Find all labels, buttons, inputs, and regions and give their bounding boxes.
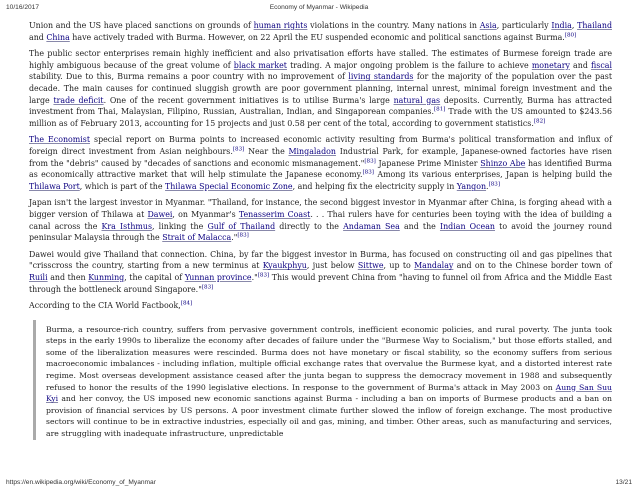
- reference-80[interactable]: [80]: [564, 32, 577, 39]
- link-gulf-of-thailand[interactable]: Gulf of Thailand: [207, 221, 276, 231]
- link-yangon[interactable]: Yangon: [456, 182, 487, 192]
- paragraph-cia-intro: According to the CIA World Factbook,[84]: [29, 300, 193, 310]
- page-number: 13/21: [615, 479, 632, 486]
- reference-83[interactable]: [83]: [257, 272, 270, 279]
- paragraph-sanctions: Union and the US have placed sanctions on grounds of human rights violations in the country. Many nations in Asia, particularly India, Thailand and China have actively traded with Burma. However, on 22 April the EU suspended economic and political sanctions against Burma.[80]: [29, 21, 612, 42]
- reference-83[interactable]: [83]: [364, 158, 376, 165]
- link-ruili[interactable]: Ruili: [29, 273, 48, 283]
- reference-84[interactable]: [84]: [180, 300, 193, 307]
- link-aung-san-suu-kyi[interactable]: Aung San Suu Kyi: [46, 382, 612, 404]
- paragraph-dawei: Dawei would give Thailand that connection. China, by far the biggest investor in Burma, has focused on constructing oil and gas pipelines that "crisscross the country, starting from a new terminus at Kyaukphyu, just below Sittwe, up to Mandalay and on to the Chinese border town of Ruili and then Kunming, the capital of Yunnan province."[83] This would prevent China from "having to funnel oil from Africa and the Middle East through the bottleneck around Singapore."[83]: [29, 249, 613, 294]
- link-china[interactable]: China: [46, 32, 70, 42]
- print-header: [6, 4, 632, 14]
- cia-factbook-quote: [33, 320, 612, 440]
- link-sittwe[interactable]: Sittwe: [357, 261, 384, 271]
- article-content: [29, 20, 612, 444]
- print-footer: [6, 479, 632, 489]
- link-fiscal[interactable]: fiscal: [591, 60, 612, 70]
- reference-83[interactable]: [83]: [201, 284, 214, 291]
- link-natural-gas[interactable]: natural gas: [393, 95, 441, 105]
- link-human-rights[interactable]: human rights: [253, 21, 308, 30]
- link-india[interactable]: India: [551, 21, 572, 30]
- paragraph-public-sector: The public sector enterprises remain highly inefficient and also privatisation efforts have stalled. The estimates of Burmese foreign trade are highly ambiguous because of the great volume of black market trading. A major ongoing problem is the failure to achieve monetary and fiscal stability. Due to this, Burma remains a poor country with no improvement of living standards for the majority of the population over the past decade. The main causes for continued sluggish growth are poor government planning, internal unrest, minimal foreign investment and the large trade deficit. One of the recent government initiatives is to utilise Burma's large natural gas deposits. Currently, Burma has attracted investment from Thai, Malaysian, Filipino, Russian, Australian, Indian, and Singaporean companies.[81] Trade with the US amounted to $243.56 million as of February 2013, accounting for 15 projects and just 0.58 per cent of the total, according to government statistics.[82]: [29, 48, 613, 129]
- quote-paragraph: Burma, a resource-rich country, suffers from pervasive government controls, inefficient economic policies, and rural poverty. The junta took steps in the early 1990s to liberalize the economy after decades of failure under the "Burmese Way to Socialism," but those efforts stalled, and some of the liberalization measures were rescinded. Burma does not have monetary or fiscal stability, so the economy suffers from serious macroeconomic imbalances - including inflation, multiple official exchange rates that overvalue the Burmese kyat, and a distorted interest rate regime. Most overseas development assistance ceased after the junta began to suppress the democracy movement in 1988 and subsequently refused to honor the results of the 1990 legislative elections. In response to the government of Burma's attack in May 2003 on Aung San Suu Kyi and her convoy, the US imposed new economic sanctions against Burma - including a ban on imports of Burmese products and a ban on provision of financial services by US persons. A poor investment climate further slowed the inflow of foreign exchange. The most productive sectors will continue to be in extractive industries, especially oil and gas, mining, and timber. Other areas, such as manufacturing and services, are struggling with inadequate infrastructure, unpredictable: [46, 324, 612, 439]
- link-asia[interactable]: Asia: [479, 21, 497, 30]
- link-kunming[interactable]: Kunming: [88, 273, 125, 283]
- link-the-economist[interactable]: The Economist: [29, 135, 91, 145]
- link-thilawa-port[interactable]: Thilawa Port: [29, 182, 80, 192]
- reference-83[interactable]: [83]: [488, 181, 501, 188]
- link-living-standards[interactable]: living standards: [348, 72, 414, 82]
- link-thailand[interactable]: Thailand: [577, 21, 612, 30]
- link-trade-deficit[interactable]: trade deficit: [53, 95, 104, 105]
- link-shinzo-abe[interactable]: Shinzo Abe: [480, 158, 526, 168]
- print-title: Economy of Myanmar - Wikipedia: [269, 4, 369, 11]
- paragraph-economist: The Economist special report on Burma points to increased economic activity resulting from Burma's political transformation and influx of foreign direct investment from Asian neighbours.[83] Near the Mingaladon Industrial Park, for example, Japanese-owned factories have risen from the "debris" caused by "decades of sanctions and economic mismanagement."[83] Japanese Prime Minister Shinzo Abe has identified Burma as economically attractive market that will help stimulate the Japanese economy.[83] Among its various enterprises, Japan is helping build the Thilawa Port, which is part of the Thilawa Special Economic Zone, and helping fix the electricity supply in Yangon.[83]: [29, 135, 613, 192]
- reference-83[interactable]: [83]: [232, 146, 245, 153]
- reference-83[interactable]: [83]: [362, 169, 374, 176]
- link-strait-of-malacca[interactable]: Strait of Malacca: [162, 233, 232, 243]
- print-url: https://en.wikipedia.org/wiki/Economy_of_Myanmar: [6, 479, 156, 486]
- link-mingaladon[interactable]: Mingaladon: [288, 147, 337, 157]
- link-monetary[interactable]: monetary: [531, 60, 570, 70]
- reference-81[interactable]: [81]: [433, 106, 446, 113]
- link-black-market[interactable]: black market: [233, 60, 287, 70]
- link-tenasserim-coast[interactable]: Tenasserim Coast: [238, 210, 311, 220]
- link-indian-ocean[interactable]: Indian Ocean: [439, 221, 496, 231]
- link-dawei[interactable]: Dawei: [147, 210, 173, 220]
- paragraph-thailand-investor: Japan isn't the largest investor in Myanmar. "Thailand, for instance, the second biggest investor in Myanmar after China, is forging ahead with a bigger version of Thilawa at Dawei, on Myanmar's Tenasserim Coast. . . Thai rulers have for centuries been toying with the idea of building a canal across the Kra Isthmus, linking the Gulf of Thailand directly to the Andaman Sea and the Indian Ocean to avoid the journey round peninsular Malaysia through the Strait of Malacca."[83]: [29, 198, 612, 243]
- link-thilawa-sez[interactable]: Thilawa Special Economic Zone: [165, 182, 293, 192]
- reference-82[interactable]: [82]: [533, 118, 546, 125]
- link-kyaukphyu[interactable]: Kyaukphyu: [262, 261, 307, 271]
- reference-83[interactable]: [83]: [237, 232, 249, 239]
- print-date: 10/16/2017: [6, 4, 40, 11]
- link-andaman-sea[interactable]: Andaman Sea: [343, 221, 400, 231]
- link-mandalay[interactable]: Mandalay: [414, 261, 454, 271]
- link-yunnan-province[interactable]: Yunnan province: [184, 273, 252, 283]
- link-kra-isthmus[interactable]: Kra Isthmus: [101, 221, 153, 231]
